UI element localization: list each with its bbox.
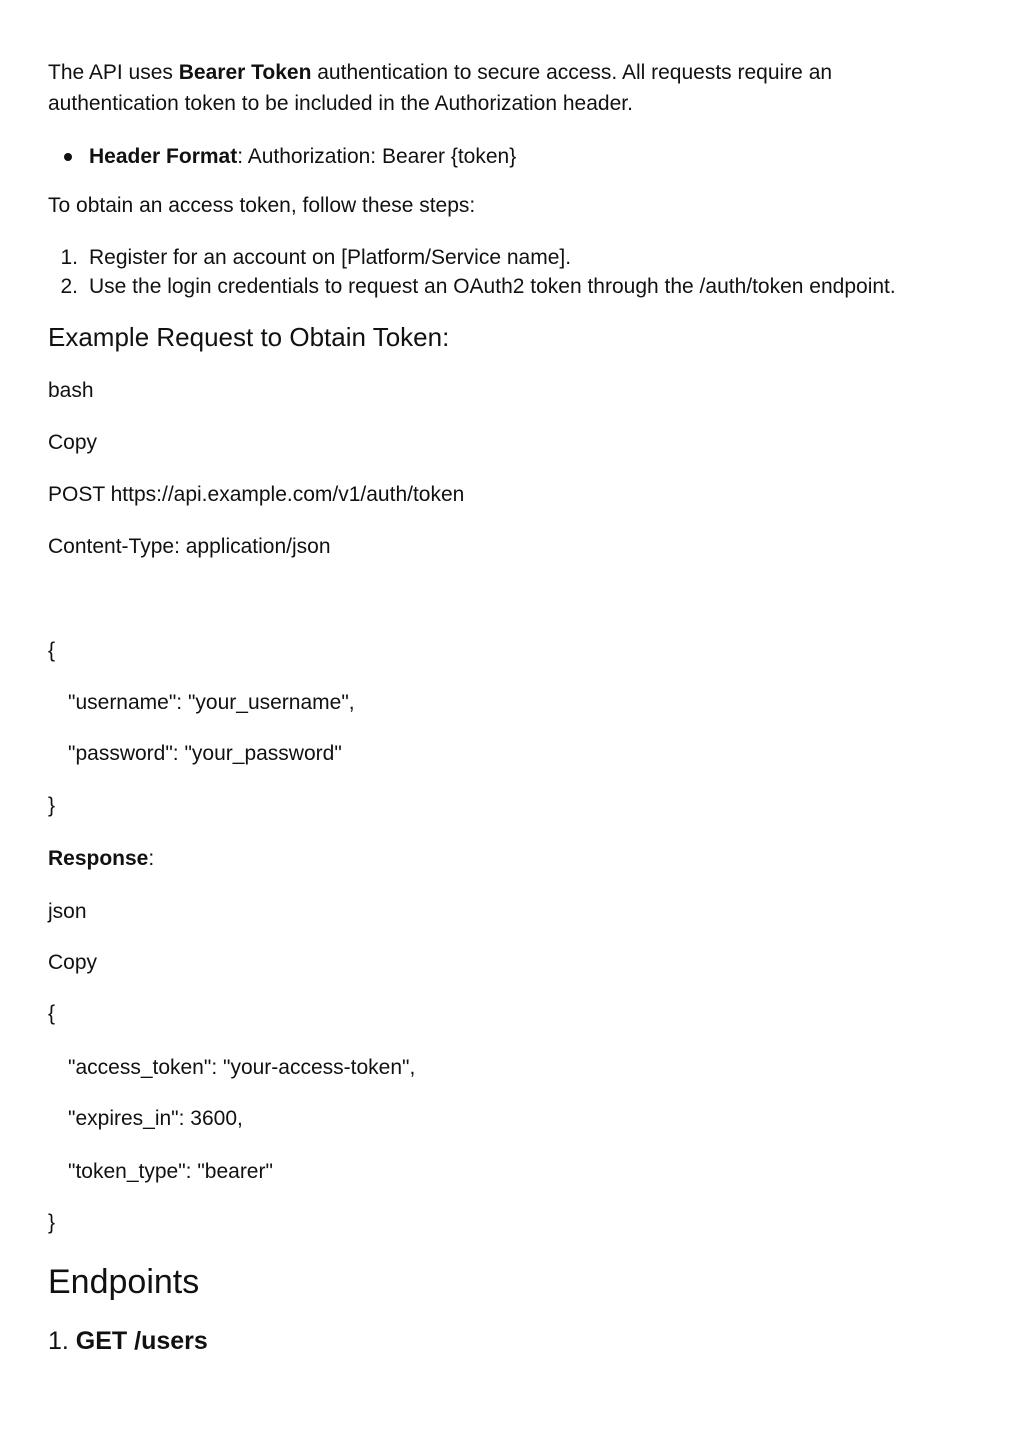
response-label xyxy=(48,843,154,874)
request-copy-button[interactable]: Copy xyxy=(48,431,98,454)
response-line: "expires_in": 3600, xyxy=(68,1107,243,1130)
request-line: "password": "your_password" xyxy=(68,742,342,765)
intro-bold: Bearer Token xyxy=(178,61,312,84)
request-brace-close: } xyxy=(48,794,56,817)
bullet-icon xyxy=(64,153,72,161)
step-marker: 2. xyxy=(60,275,78,298)
request-line: "username": "your_username", xyxy=(68,691,355,714)
response-line: "access_token": "your-access-token", xyxy=(68,1056,416,1079)
document-page xyxy=(48,0,988,1447)
response-brace-close: } xyxy=(48,1211,56,1234)
step-text: Register for an account on [Platform/Service name]. xyxy=(89,246,572,269)
intro-suffix: authentication to secure access. All requests require an authentication token to be included in the Authorization header. xyxy=(48,61,833,115)
endpoint-title: GET /users xyxy=(75,1327,208,1355)
request-brace-open: { xyxy=(48,639,56,662)
endpoints-heading: Endpoints xyxy=(48,1263,200,1301)
example-heading: Example Request to Obtain Token: xyxy=(48,322,450,352)
response-lang-label: json xyxy=(48,900,87,923)
response-label-colon: : xyxy=(148,847,155,870)
header-format-label: Header Format xyxy=(89,145,238,168)
response-copy-button[interactable]: Copy xyxy=(48,951,98,974)
step-text: Use the login credentials to request an OAuth2 token through the /auth/token endpoint. xyxy=(89,275,896,298)
endpoint-number: 1. xyxy=(48,1327,76,1355)
response-label-text: Response xyxy=(48,847,149,870)
steps-intro: To obtain an access token, follow these steps: xyxy=(48,194,476,217)
intro-paragraph xyxy=(48,57,948,119)
response-brace-open: { xyxy=(48,1002,56,1025)
intro-prefix: The API uses xyxy=(48,61,179,84)
step-marker: 1. xyxy=(60,246,78,269)
header-format-text: : Authorization: Bearer {token} xyxy=(237,145,517,168)
request-line: POST https://api.example.com/v1/auth/token xyxy=(48,483,465,506)
request-line: Content-Type: application/json xyxy=(48,535,331,558)
endpoint-heading xyxy=(48,1324,208,1358)
response-line: "token_type": "bearer" xyxy=(68,1160,273,1183)
request-lang-label: bash xyxy=(48,379,94,402)
